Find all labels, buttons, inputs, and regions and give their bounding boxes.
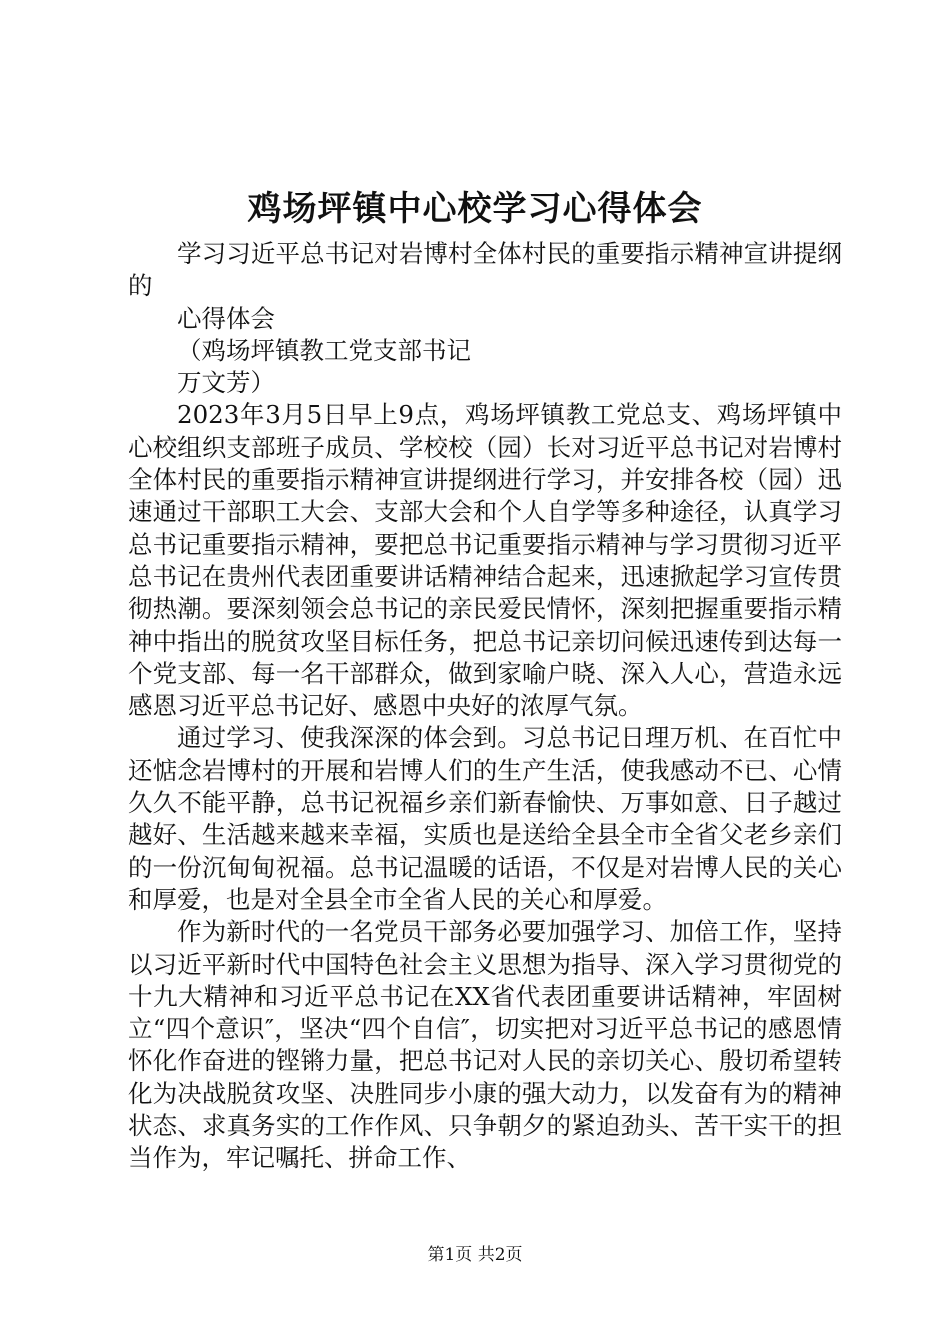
page-footer: 第1页 共2页	[427, 1245, 523, 1265]
document-body	[128, 238, 842, 1175]
paragraph-body-2: 通过学习、使我深深的体会到。习总书记日理万机、在百忙中还惦念岩博村的开展和岩博人们的生产生活，使我感动不已、心情久久不能平静，总书记祝福乡亲们新春愉快、万事如意、日子越过越好、生活越来越来幸福，实质也是送给全县全市全省父老乡亲们的一份沉甸甸祝福。总书记温暖的话语，不仅是对岩博人民的关心和厚爱，也是对全县全市全省人民的关心和厚爱。	[128, 723, 842, 914]
paragraph-author-name: 万文芳）	[177, 368, 275, 398]
document-title: 鸡场坪镇中心校学习心得体会	[247, 189, 703, 229]
paragraph-body-3: 作为新时代的一名党员干部务必要加强学习、加倍工作，坚持以习近平新时代中国特色社会主义思想为指导、深入学习贯彻党的十九大精神和习近平总书记在XX省代表团重要讲话精神，牢固树立“四个意识″，坚决“四个自信″，切实把对习近平总书记的感恩情怀化作奋进的铿锵力量，把总书记对人民的亲切关心、殷切希望转化为决战脱贫攻坚、决胜同步小康的强大动力，以发奋有为的精神状态、求真务实的工作作风、只争朝夕的紧迫劲头、苦干实干的担当作为，牢记嘱托、拼命工作、	[128, 917, 842, 1173]
paragraph-author-role: （鸡场坪镇教工党支部书记	[177, 335, 471, 365]
paragraph-heading-line2: 心得体会	[177, 303, 275, 333]
paragraph-body-1: 2023年3月5日早上9点，鸡场坪镇教工党总支、鸡场坪镇中心校组织支部班子成员、学校校（园）长对习近平总书记对岩博村全体村民的重要指示精神宣讲提纲进行学习，并安排各校（园）迅速通过干部职工大会、支部大会和个人自学等多种途径，认真学习总书记重要指示精神，要把总书记重要指示精神与学习贯彻习近平总书记在贵州代表团重要讲话精神结合起来，迅速掀起学习宣传贯彻热潮。要深刻领会总书记的亲民爱民情怀，深刻把握重要指示精神中指出的脱贫攻坚目标任务，把总书记亲切问候迅速传到达每一个党支部、每一名干部群众，做到家喻户晓、深入人心，营造永远感恩习近平总书记好、感恩中央好的浓厚气氛。	[128, 400, 842, 721]
paragraph-heading-line1: 学习习近平总书记对岩博村全体村民的重要指示精神宣讲提纲的	[128, 239, 842, 301]
